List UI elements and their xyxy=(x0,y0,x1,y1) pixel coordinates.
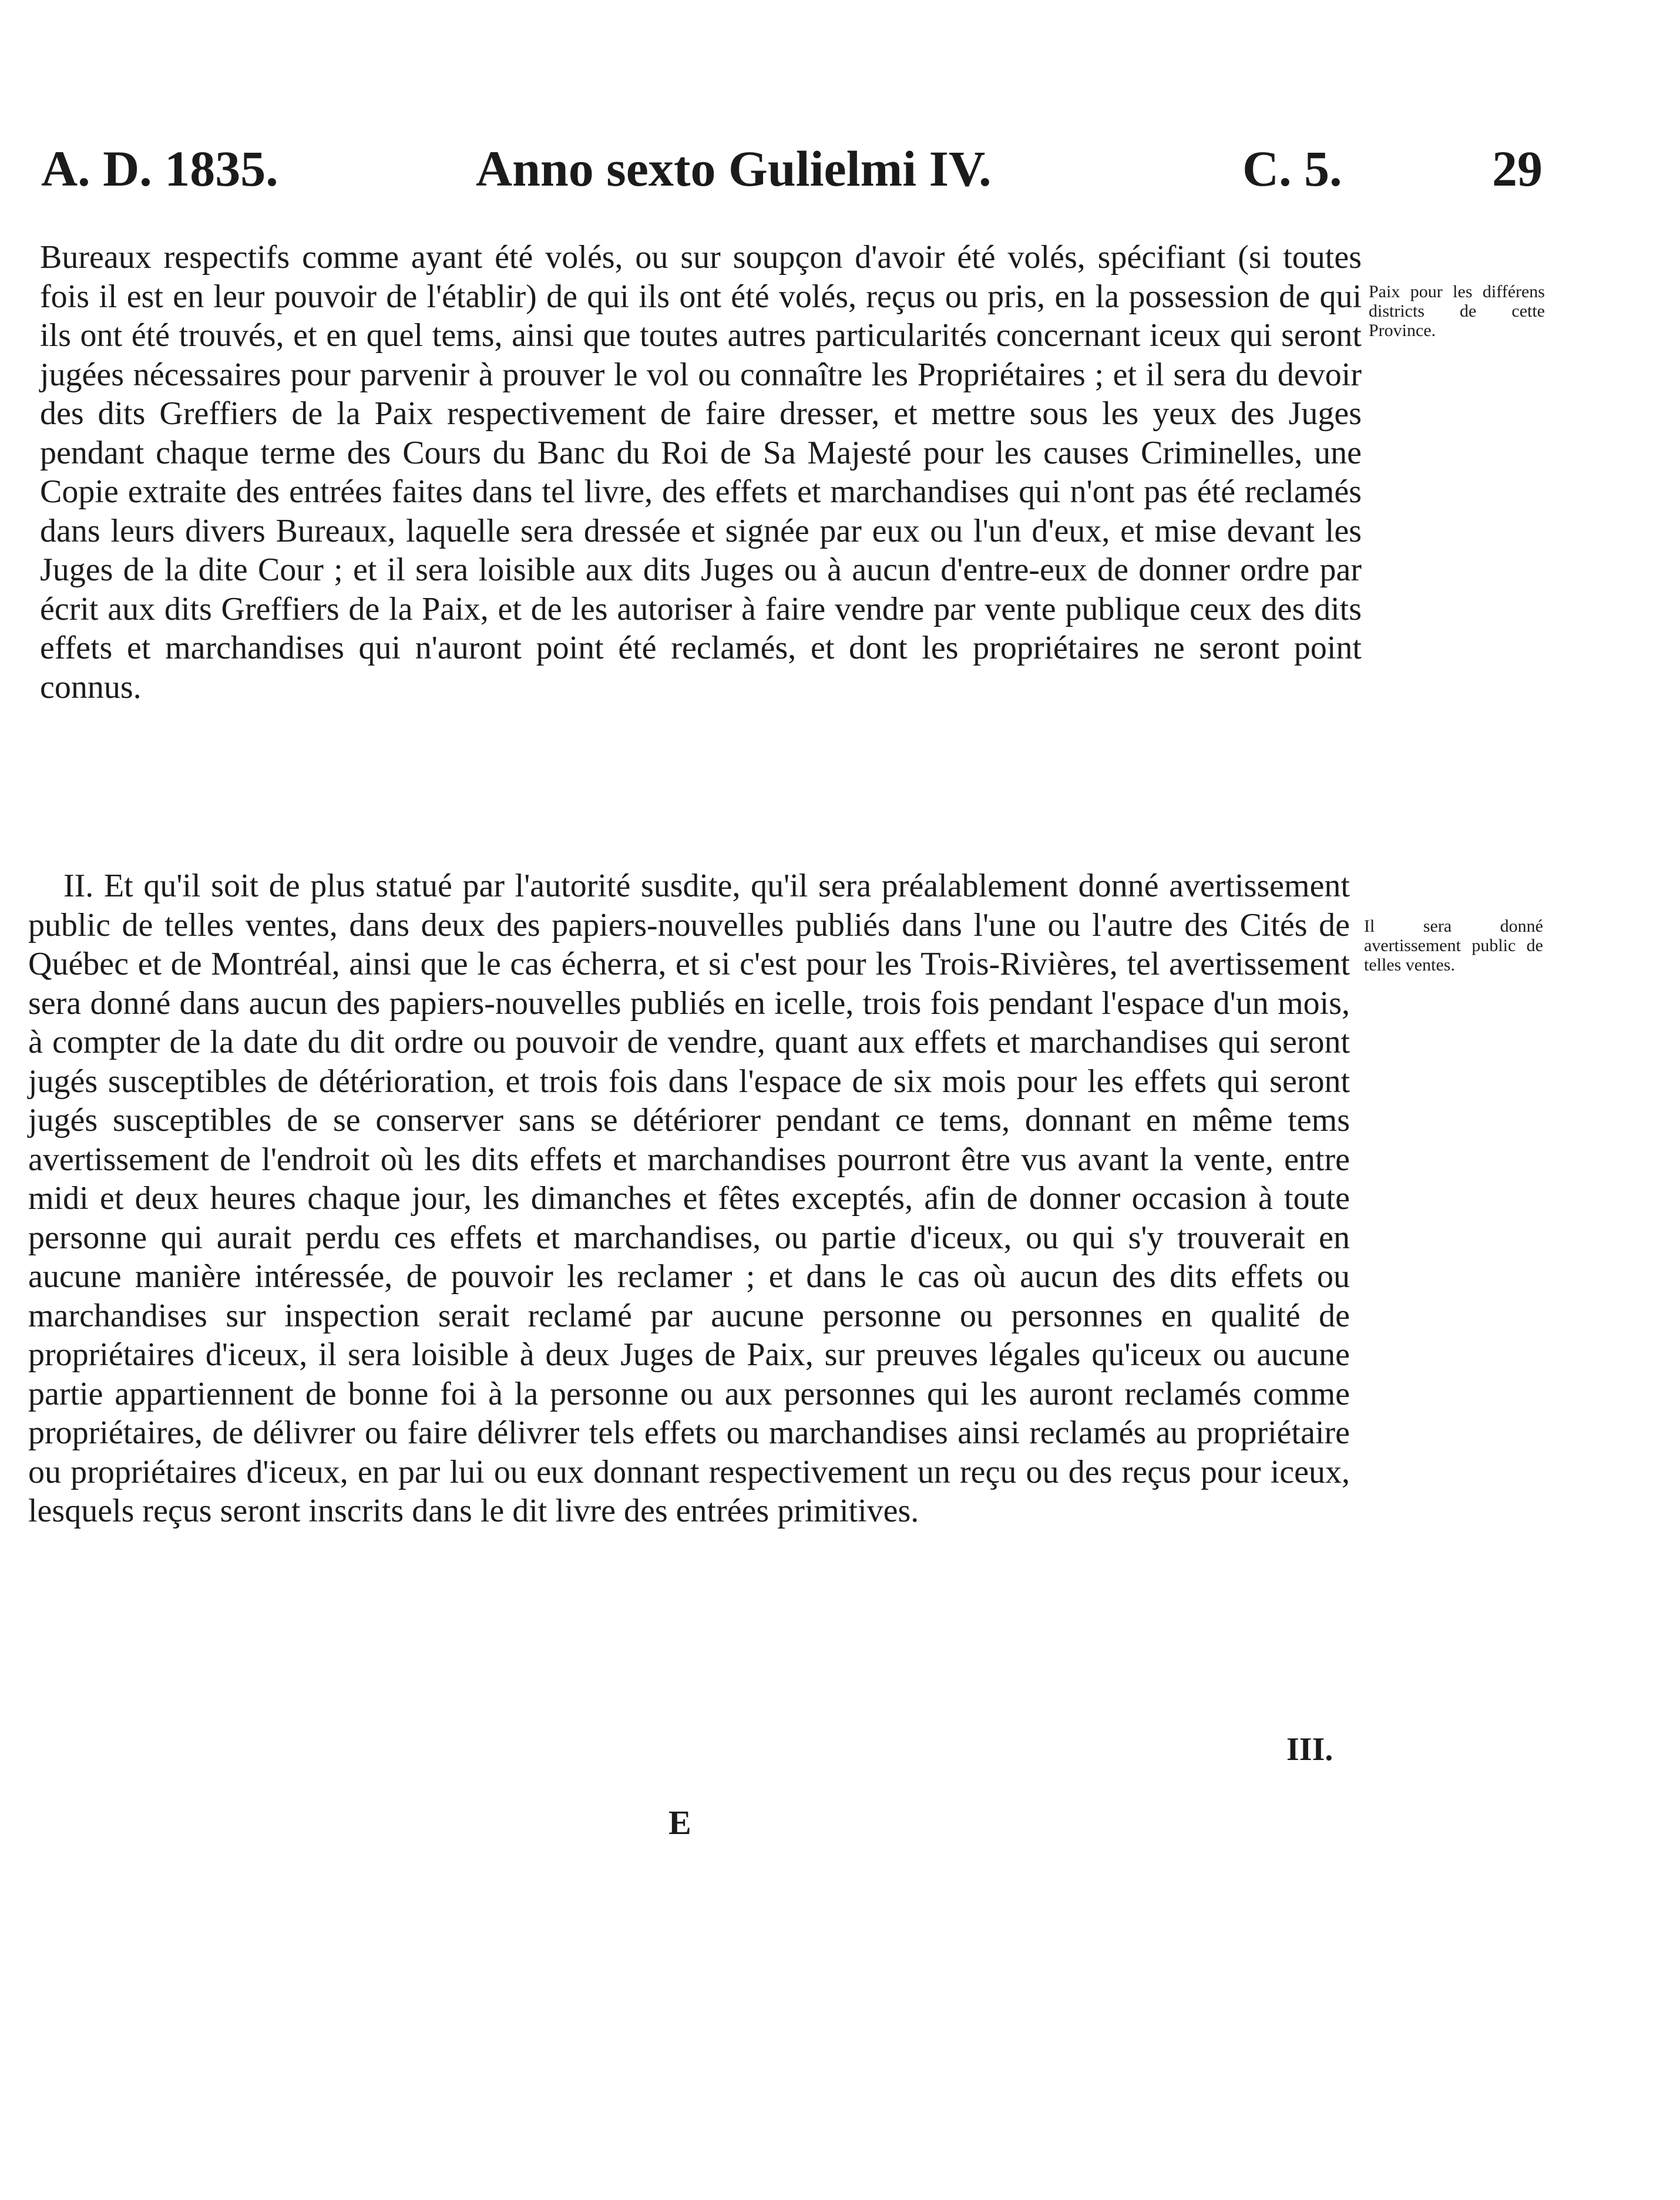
margin-note-public-notice: Il sera donné avertissement public de telles ventes. xyxy=(1364,916,1543,975)
catchword: III. xyxy=(1286,1731,1333,1768)
body-paragraph-continued: Bureaux respectifs comme ayant été volés, ou sur soupçon d'avoir été volés, spécifiant (si toutes fois il est en leur pouvoir de l'établir) de qui ils ont été volés, reçus ou pris, en la possession de qui ils ont été trouvés, et en quel tems, ainsi que toutes autres particularités concernant iceux qui seront jugées nécessaires pour parvenir à prouver le vol ou connaître les Propriétaires ; et il sera du devoir des dits Greffiers de la Paix respectivement de faire dresser, et mettre sous les yeux des Juges pendant chaque terme des Cours du Banc du Roi de Sa Majesté pour les causes Criminelles, une Copie extraite des entrées faites dans tel livre, des effets et marchandises qui n'ont pas été reclamés dans leurs divers Bureaux, laquelle sera dressée et signée par eux ou l'un d'eux, et mise devant les Juges de la dite Cour ; et il sera loisible aux dits Juges ou à aucun d'entre-eux de donner ordre par écrit aux dits Greffiers de la Paix, et de les autoriser à faire vendre par vente publique ceux des dits effets et marchandises qui n'auront point été reclamés, et dont les propriétaires ne seront point connus. xyxy=(40,239,1362,706)
margin-note-districts: Paix pour les différens districts de cette Province. xyxy=(1369,282,1545,340)
body-paragraph-section-2: II. Et qu'il soit de plus statué par l'autorité susdite, qu'il sera préalablement donné avertissement public de telles ventes, dans deux des papiers-nouvelles publiés dans l'une ou l'autre des Cités de Québec et de Montréal, ainsi que le cas écherra, et si c'est pour les Trois-Rivières, tel avertissement sera donné dans aucun des papiers-nouvelles publiés en icelle, trois fois pendant l'espace d'un mois, à compter de la date du dit ordre ou pouvoir de vendre, quant aux effets et marchandises qui seront jugés susceptibles de détérioration, et trois fois dans l'espace de six mois pour les effets qui seront jugés susceptibles de se conserver sans se détériorer pendant ce tems, donnant en même tems avertissement de l'endroit où les dits effets et marchandises pourront être vus avant la vente, entre midi et deux heures chaque jour, les dimanches et fêtes exceptés, afin de donner occasion à toute personne qui aurait perdu ces effets et marchandises, ou partie d'iceux, ou qui s'y trouverait en aucune manière intéressée, de pouvoir les reclamer ; et dans le cas où aucun des dits effets ou marchandises sur inspection serait reclamé par aucune personne ou personnes en qualité de propriétaires d'iceux, il sera loisible à deux Juges de Paix, sur preuves légales qu'iceux ou aucune partie appartiennent de bonne foi à la personne ou aux personnes qui les auront reclamés comme propriétaires, de délivrer ou faire délivrer tels effets ou marchandises ainsi reclamés au propriétaire ou propriétaires d'iceux, en par lui ou eux donnant respectivement un reçu ou des reçus pour iceux, lesquels reçus seront inscrits dans le dit livre des entrées primitives. xyxy=(28,868,1350,1529)
header-year: A. D. 1835. xyxy=(41,140,278,197)
signature-mark: E xyxy=(668,1803,691,1842)
header-chapter: C. 5. xyxy=(1242,140,1342,197)
header-title: Anno sexto Gulielmi IV. xyxy=(476,140,992,197)
running-header xyxy=(41,136,1557,201)
page-number: 29 xyxy=(1492,140,1543,197)
